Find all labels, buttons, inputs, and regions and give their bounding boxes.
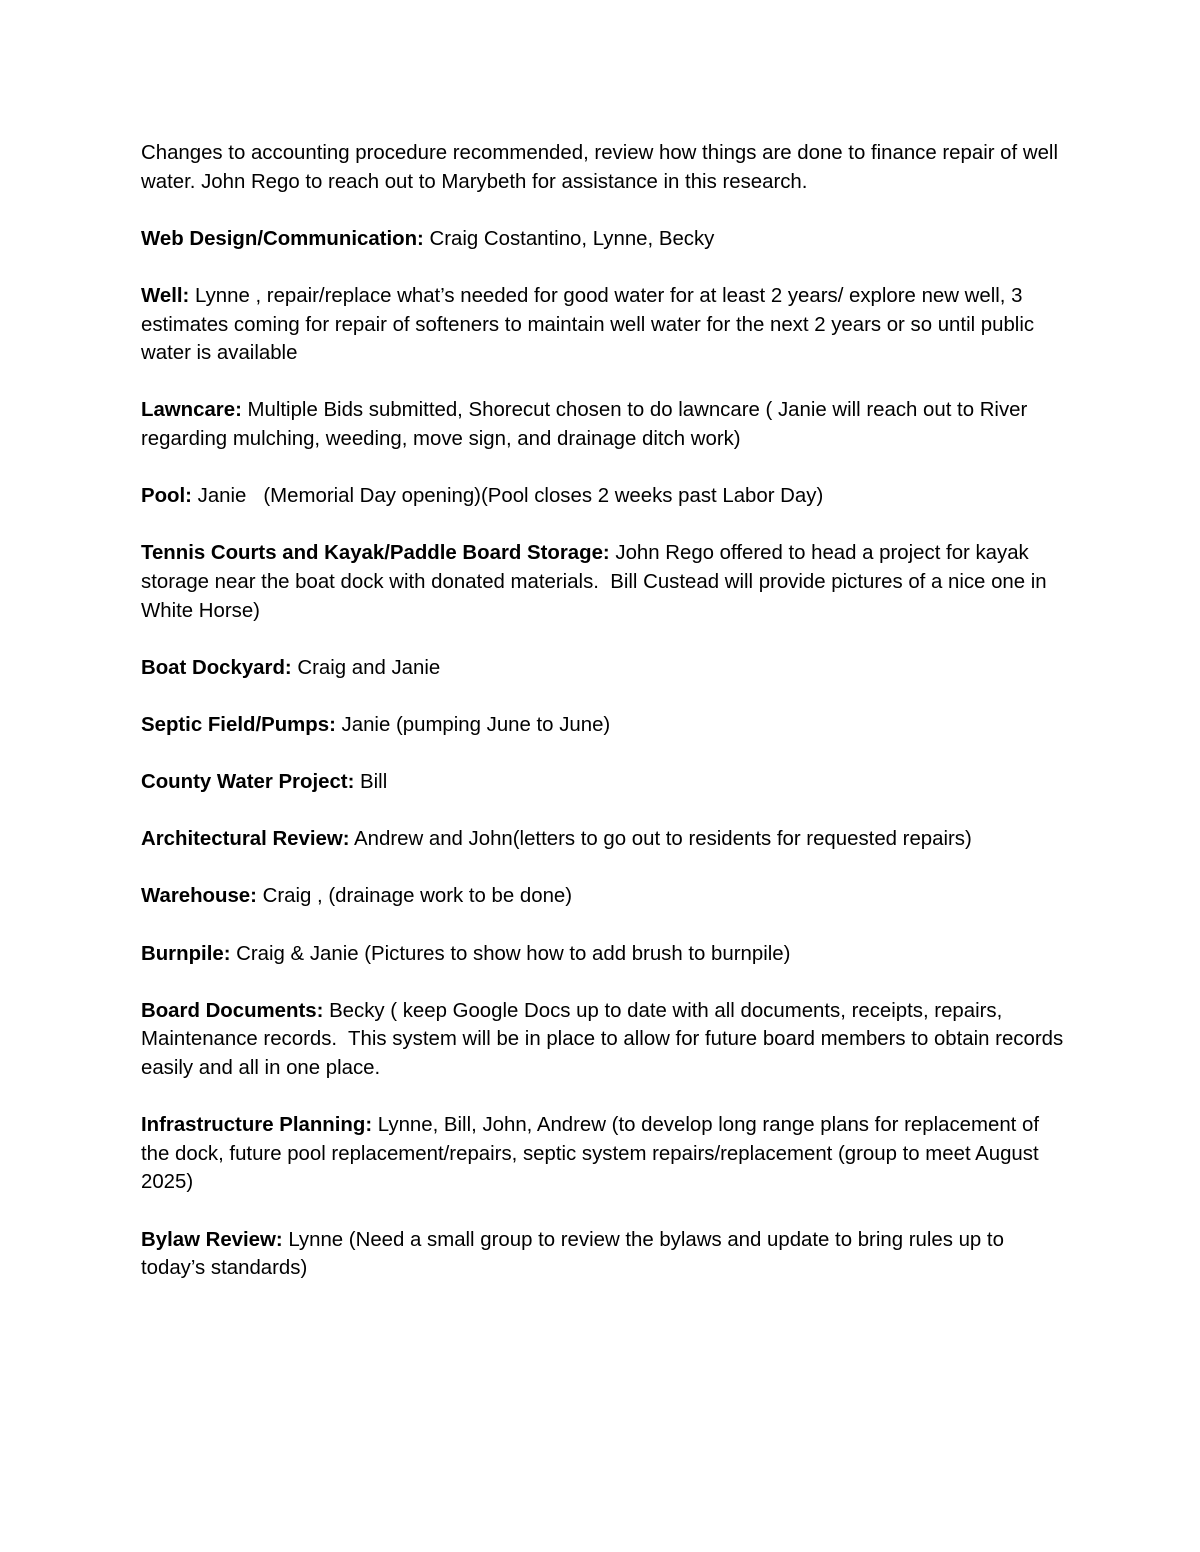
item-label: Lawncare: bbox=[141, 399, 242, 422]
item-boat-dockyard bbox=[141, 654, 1066, 683]
item-architectural-review bbox=[141, 825, 1066, 854]
item-label: Warehouse: bbox=[141, 885, 257, 908]
item-text: Craig Costantino, Lynne, Becky bbox=[423, 227, 715, 250]
item-county-water bbox=[141, 768, 1066, 797]
item-label: Bylaw Review: bbox=[141, 1228, 283, 1251]
item-text: Lynne (Need a small group to review the bylaws and update to bring rules up to today’s standards) bbox=[141, 1228, 1010, 1280]
item-text: Bill bbox=[354, 771, 388, 794]
item-tennis-kayak bbox=[141, 539, 1066, 625]
item-label: Boat Dockyard: bbox=[141, 656, 292, 679]
item-warehouse bbox=[141, 882, 1066, 911]
item-label: Septic Field/Pumps: bbox=[141, 713, 336, 736]
item-pool bbox=[141, 482, 1066, 511]
item-text: Lynne, Bill, John, Andrew (to develop long range plans for replacement of the dock, future pool replacement/repairs, septic system repairs/replacement (group to meet August 2025) bbox=[141, 1114, 1045, 1194]
document-page bbox=[141, 139, 1069, 1311]
item-board-documents bbox=[141, 997, 1069, 1083]
item-label: Burnpile: bbox=[141, 942, 231, 965]
item-label: Well: bbox=[141, 284, 190, 307]
item-text: Janie (Memorial Day opening)(Pool closes 2 weeks past Labor Day) bbox=[191, 485, 824, 508]
item-label: Board Documents: bbox=[141, 999, 324, 1022]
item-label: Architectural Review: bbox=[141, 828, 350, 851]
item-text: Craig and Janie bbox=[291, 656, 441, 679]
item-label: County Water Project: bbox=[141, 771, 355, 794]
item-text: Lynne , repair/replace what’s needed for good water for at least 2 years/ explore new well, 3 estimates coming for repair of softeners to maintain well water for the next 2 years or so until public water is available bbox=[141, 284, 1040, 365]
item-label: Tennis Courts and Kayak/Paddle Board Storage: bbox=[141, 542, 610, 565]
item-text: Andrew and John(letters to go out to residents for requested repairs) bbox=[349, 828, 972, 851]
intro-paragraph: Changes to accounting procedure recommended, review how things are done to finance repair of well water. John Rego to reach out to Marybeth for assistance in this research. bbox=[141, 142, 1064, 193]
item-bylaw-review bbox=[141, 1226, 1066, 1283]
item-well bbox=[141, 282, 1066, 368]
item-burnpile bbox=[141, 940, 1066, 969]
item-label: Infrastructure Planning: bbox=[141, 1114, 373, 1137]
item-text: Becky ( keep Google Docs up to date with all documents, receipts, repairs, Maintenance records. This system will be in place to allow for future board members to obtain records easily and all in one place. bbox=[141, 999, 1069, 1079]
item-septic bbox=[141, 711, 1066, 740]
item-text: Janie (pumping June to June) bbox=[335, 713, 611, 736]
item-web-design bbox=[141, 225, 1066, 254]
item-text: Craig , (drainage work to be done) bbox=[256, 885, 573, 908]
item-text: Craig & Janie (Pictures to show how to add brush to burnpile) bbox=[230, 942, 791, 965]
item-text: Multiple Bids submitted, Shorecut chosen to do lawncare ( Janie will reach out to River regarding mulching, weeding, move sign, and drainage ditch work) bbox=[141, 399, 1033, 450]
item-label: Pool: bbox=[141, 485, 192, 508]
item-text: John Rego offered to head a project for kayak storage near the boat dock with donated materials. Bill Custead will provide pictures of a nice one in White Horse) bbox=[141, 542, 1053, 622]
item-infrastructure-planning bbox=[141, 1111, 1066, 1197]
item-lawncare bbox=[141, 396, 1066, 453]
item-label: Web Design/Communication: bbox=[141, 227, 424, 250]
